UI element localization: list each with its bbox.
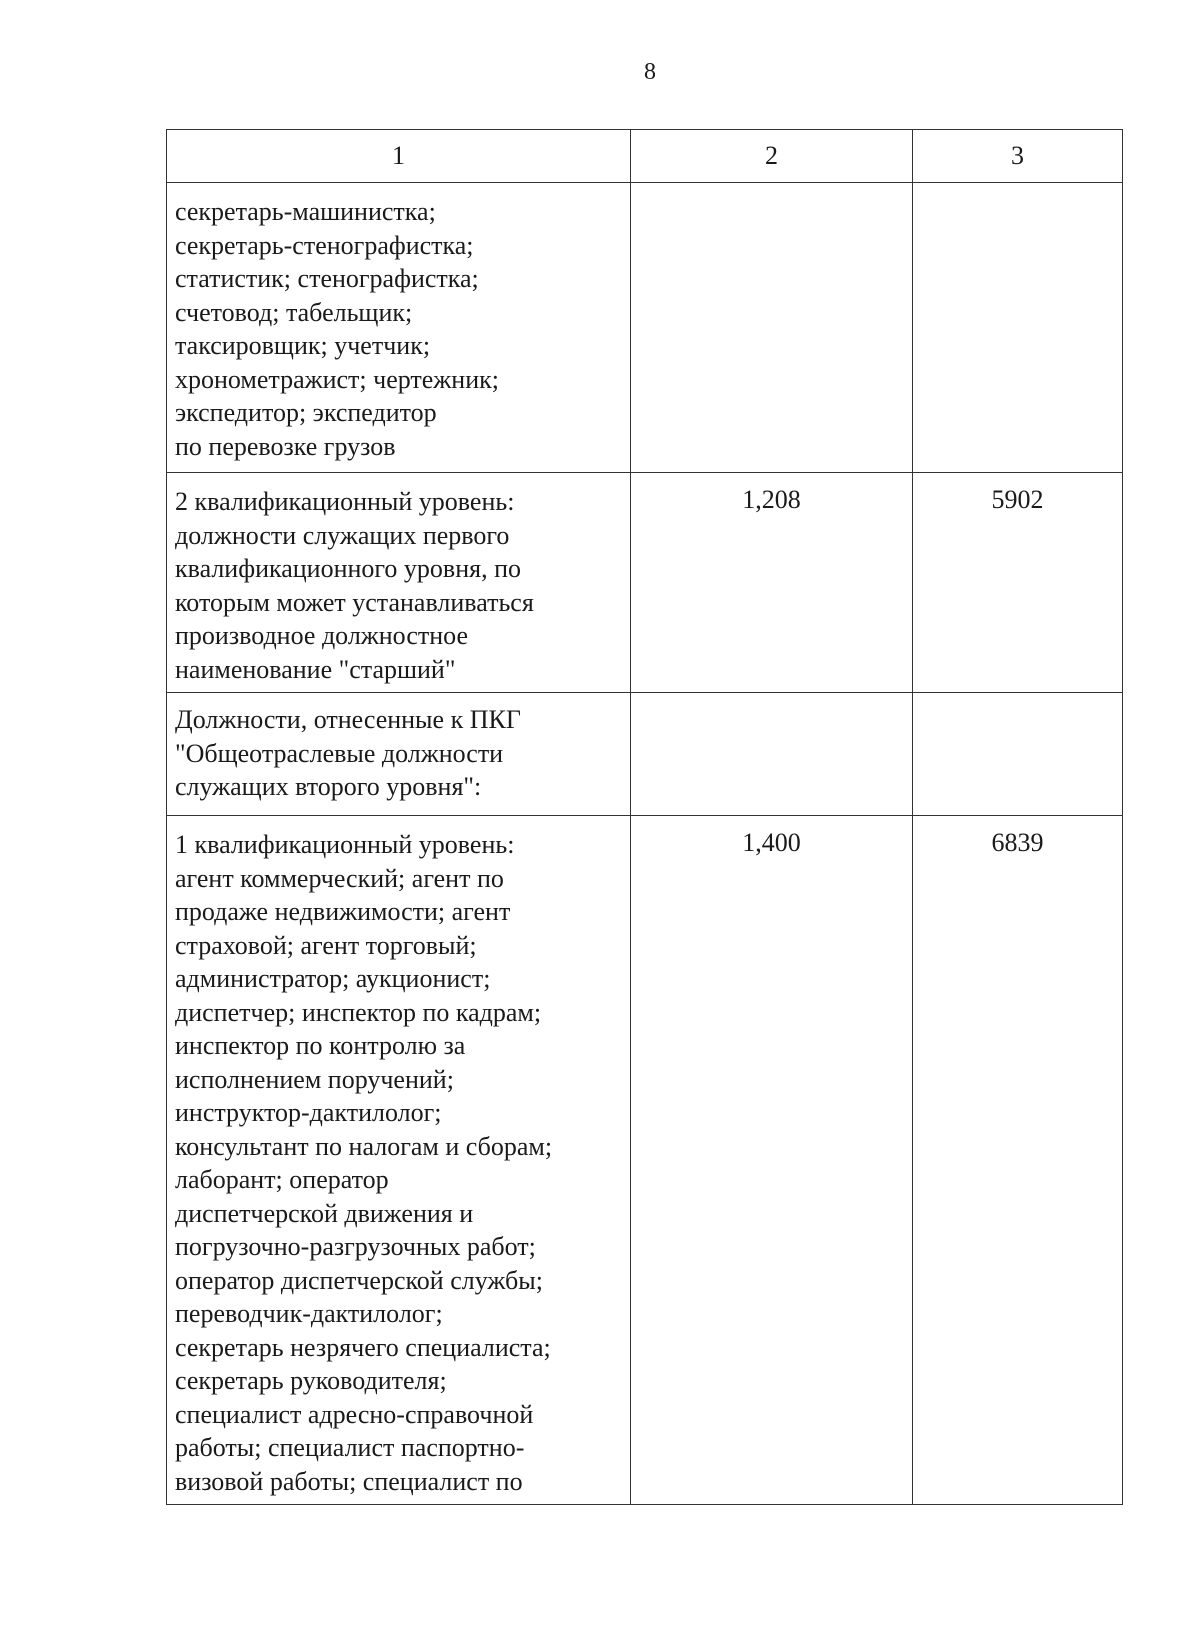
salary-cell: 6839 <box>913 816 1123 1505</box>
salary-table <box>166 129 1123 1505</box>
position-list-cell: секретарь-машинистка; секретарь-стенографистка; статистик; стенографистка; счетовод; табельщик; таксировщик; учетчик; хронометражист; чертежник; экспедитор; экспедитор по перевозке грузов <box>167 183 631 473</box>
table-row <box>167 183 1123 473</box>
table-row <box>167 473 1123 693</box>
salary-cell <box>913 693 1123 816</box>
column-header-2: 2 <box>631 130 913 183</box>
table-header-row <box>167 130 1123 183</box>
table-row <box>167 693 1123 816</box>
position-list-cell: 2 квалификационный уровень: должности служащих первого квалификационного уровня, по которым может устанавливаться производное должностное наименование "старший" <box>167 473 631 693</box>
column-header-1: 1 <box>167 130 631 183</box>
position-list-cell: 1 квалификационный уровень: агент коммерческий; агент по продаже недвижимости; агент страховой; агент торговый; администратор; аукционист; диспетчер; инспектор по кадрам; инспектор по контролю за исполнением поручений; инструктор-дактилолог; консультант по налогам и сборам; лаборант; оператор диспетчерской движения и погрузочно-разгрузочных работ; оператор диспетчерской службы; переводчик-дактилолог; секретарь незрячего специалиста; секретарь руководителя; специалист адресно-справочной работы; специалист паспортно- визовой работы; специалист по <box>167 816 631 1505</box>
coefficient-cell <box>631 693 913 816</box>
coefficient-cell: 1,208 <box>631 473 913 693</box>
coefficient-cell <box>631 183 913 473</box>
coefficient-cell: 1,400 <box>631 816 913 1505</box>
group-heading-cell: Должности, отнесенные к ПКГ "Общеотраслевые должности служащих второго уровня": <box>167 693 631 816</box>
salary-cell: 5902 <box>913 473 1123 693</box>
page-number: 8 <box>644 59 656 85</box>
salary-cell <box>913 183 1123 473</box>
column-header-3: 3 <box>913 130 1123 183</box>
table-row <box>167 816 1123 1505</box>
